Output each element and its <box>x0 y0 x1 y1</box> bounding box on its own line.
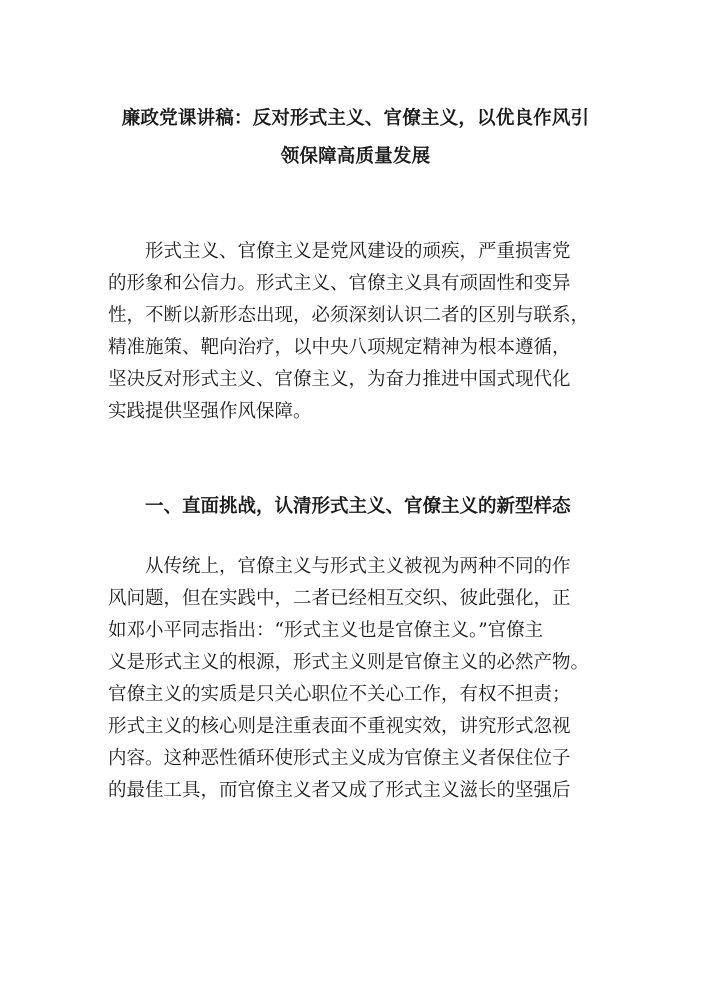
text-line: 的形象和公信力。形式主义、官僚主义具有顽固性和变异 <box>108 273 571 294</box>
text-line: 风问题，但在实践中，二者已经相互交织、彼此强化，正 <box>108 588 571 609</box>
text-line: 精准施策、靶向治疗，以中央八项规定精神为根本遵循， <box>108 337 571 358</box>
title-line: 廉政党课讲稿：反对形式主义、官僚主义，以优良作风引 <box>121 108 590 129</box>
text-line: 坚决反对形式主义、官僚主义，为奋力推进中国式现代化 <box>108 369 571 390</box>
text-line: 形式主义、官僚主义是党风建设的顽疾，严重损害党 <box>145 241 571 262</box>
text-line: 形式主义的核心则是注重表面不重视实效，讲究形式忽视 <box>108 716 571 737</box>
intro-paragraph <box>108 236 608 428</box>
text-line: 如邓小平同志指出：“形式主义也是官僚主义。”官僚主 <box>108 620 544 641</box>
text-line: 官僚主义的实质是只关心职位不关心工作，有权不担责； <box>108 684 571 705</box>
text-line: 从传统上，官僚主义与形式主义被视为两种不同的作 <box>145 556 571 577</box>
text-line: 的最佳工具，而官僚主义者又成了形式主义滋长的坚强后 <box>108 780 571 801</box>
text-line: 实践提供坚强作风保障。 <box>108 401 312 422</box>
title-line: 领保障高质量发展 <box>280 146 431 167</box>
text-line: 性，不断以新形态出现，必须深刻认识二者的区别与联系， <box>108 305 590 326</box>
text-line: 内容。这种恶性循环使形式主义成为官僚主义者保住位子 <box>108 748 571 769</box>
document-title <box>108 100 603 176</box>
text-line: 义是形式主义的根源，形式主义则是官僚主义的必然产物。 <box>108 652 590 673</box>
body-paragraph <box>108 551 608 807</box>
section-heading: 一、直面挑战，认清形式主义、官僚主义的新型样态 <box>145 496 571 517</box>
